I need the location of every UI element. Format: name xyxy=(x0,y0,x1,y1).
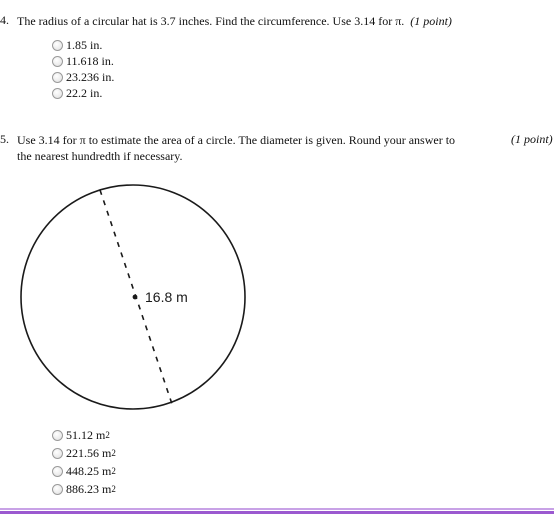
choice-label: 221.56 m xyxy=(66,445,112,460)
radio-button[interactable] xyxy=(52,72,63,83)
question-4-choice-a[interactable] xyxy=(52,37,114,53)
question-5-text-line2: the nearest hundredth if necessary. xyxy=(17,149,183,163)
exponent: 2 xyxy=(105,430,110,440)
question-4-choice-b[interactable] xyxy=(52,53,114,69)
radio-button[interactable] xyxy=(52,40,63,51)
radio-button[interactable] xyxy=(52,56,63,67)
choice-label: 23.236 in. xyxy=(66,69,115,84)
choice-label: 11.618 in. xyxy=(66,53,114,68)
question-4-points: (1 point) xyxy=(410,14,452,28)
question-5-choice-c[interactable] xyxy=(52,462,116,480)
question-4-choice-d[interactable] xyxy=(52,85,114,101)
exponent: 2 xyxy=(111,448,116,458)
choice-label: 886.23 m xyxy=(66,481,112,496)
question-4-text: The radius of a circular hat is 3.7 inches. Find the circumference. Use 3.14 for π. xyxy=(17,14,405,28)
choice-label: 1.85 in. xyxy=(66,37,103,52)
question-5-choices xyxy=(52,426,116,498)
radio-button[interactable] xyxy=(52,448,63,459)
radio-button[interactable] xyxy=(52,466,63,477)
question-5-choice-b[interactable] xyxy=(52,444,116,462)
center-point xyxy=(133,295,138,300)
exponent: 2 xyxy=(111,484,116,494)
question-4-choice-c[interactable] xyxy=(52,69,114,85)
question-5-choice-d[interactable] xyxy=(52,480,116,498)
question-5-points: (1 point) xyxy=(511,132,553,146)
choice-label: 22.2 in. xyxy=(66,85,103,100)
radio-button[interactable] xyxy=(52,88,63,99)
question-5-choice-a[interactable] xyxy=(52,426,116,444)
choice-label: 448.25 m xyxy=(66,463,112,478)
question-5-text-line1: Use 3.14 for π to estimate the area of a circle. The diameter is given. Round your answer to xyxy=(17,133,456,147)
question-4-number: 4. xyxy=(0,13,9,27)
exponent: 2 xyxy=(111,466,116,476)
diameter-label: 16.8 m xyxy=(145,289,188,305)
radio-button[interactable] xyxy=(52,430,63,441)
question-5-number: 5. xyxy=(0,132,9,146)
question-4-prompt xyxy=(17,13,452,29)
radio-button[interactable] xyxy=(52,484,63,495)
choice-label: 51.12 m xyxy=(66,427,106,442)
question-4-choices xyxy=(52,37,114,101)
footer-divider-light xyxy=(0,508,554,510)
circle-diagram xyxy=(0,160,280,430)
